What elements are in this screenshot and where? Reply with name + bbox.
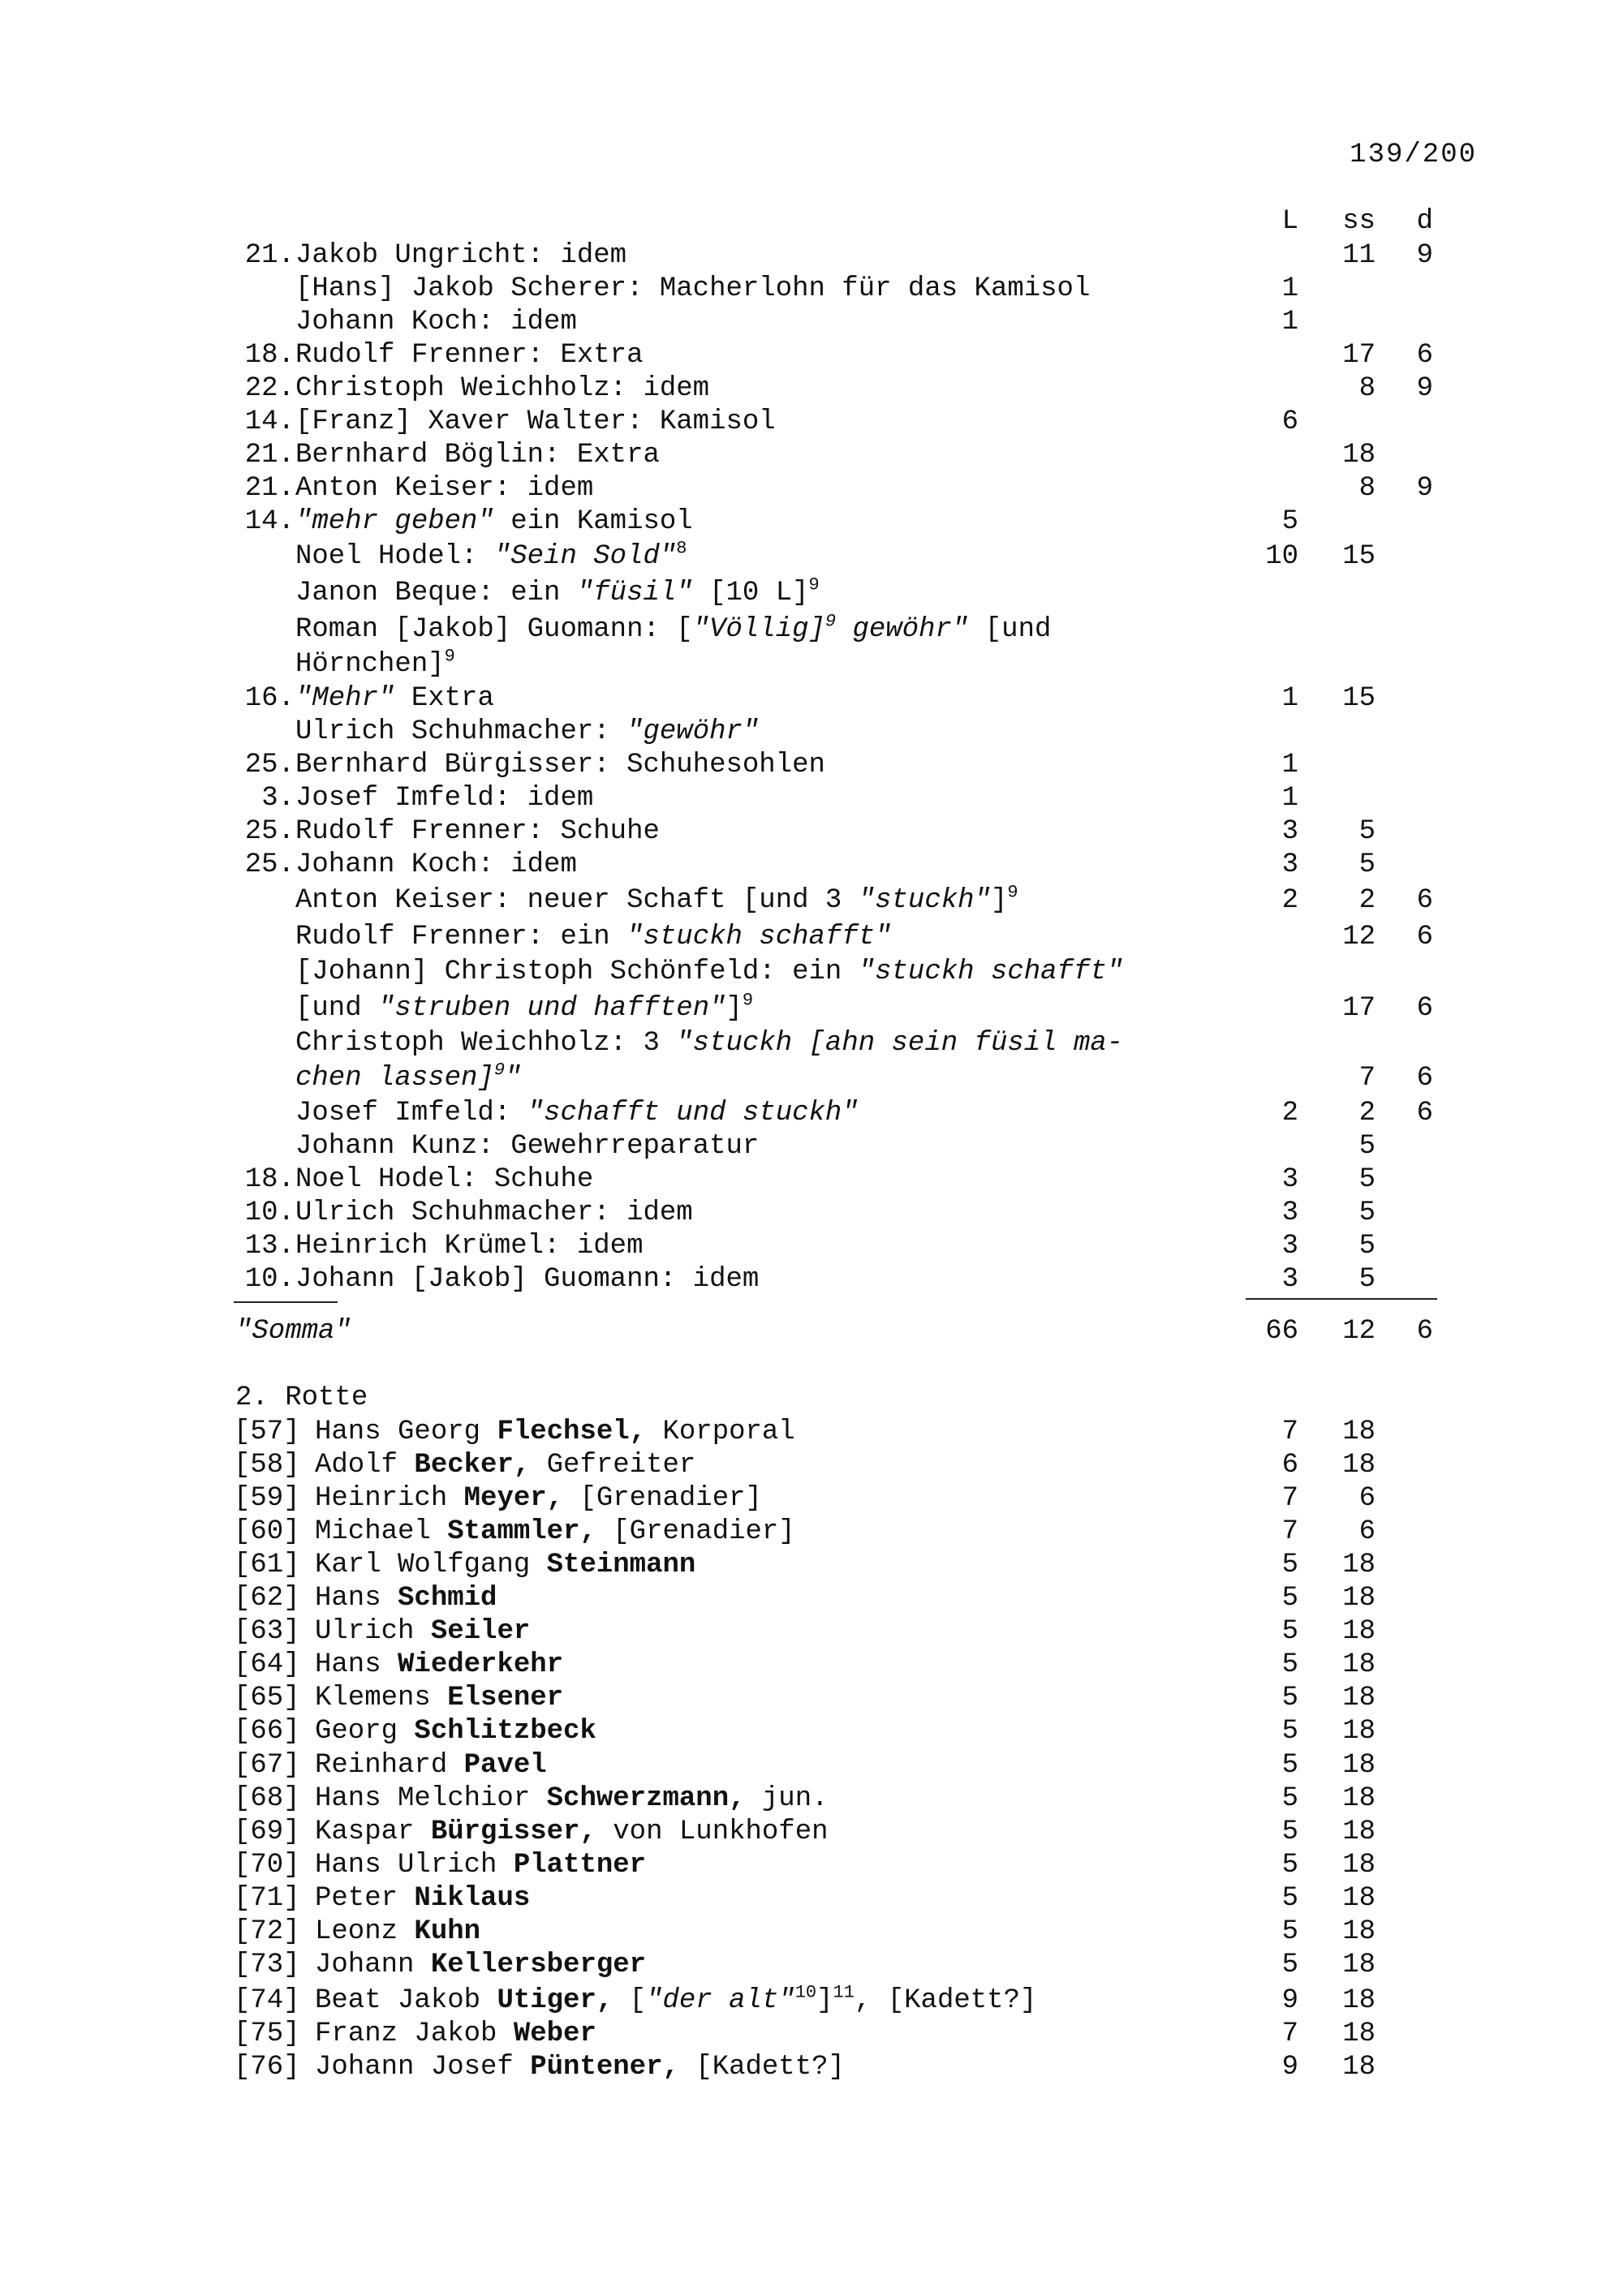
expense-entry-text: Roman [Jakob] Guomann: ["Völlig]$^9$ gewöhr" [und (295, 611, 1052, 645)
expense-row (0, 849, 1623, 882)
expense-row (0, 339, 1623, 372)
roster-entry-text: Klemens Elsener (315, 1683, 564, 1713)
expense-row (0, 273, 1623, 306)
roster-amount-ss: 18 (1342, 1817, 1375, 1847)
expense-entry-text: Josef Imfeld: idem (295, 783, 594, 814)
roster-entry-text: Reinhard Pavel (315, 1750, 547, 1781)
expense-entry-text: "Mehr" Extra (295, 683, 494, 714)
expense-day: 10. (244, 1197, 295, 1228)
expense-amount-L: 10 (1265, 541, 1298, 572)
roster-entry-text: Hans Wiederkehr (315, 1649, 564, 1680)
roster-day: [72] (234, 1916, 300, 1947)
roster-day: [67] (234, 1750, 300, 1781)
roster-amount-L: 6 (1281, 1450, 1298, 1481)
expense-row (0, 992, 1623, 1025)
expense-entry-text: Christoph Weichholz: idem (295, 373, 710, 404)
roster-amount-L: 5 (1281, 1883, 1298, 1914)
roster-day: [66] (234, 1716, 300, 1747)
expense-entry-text: "mehr geben" ein Kamisol (295, 506, 693, 537)
expense-entry-text: [Johann] Christoph Schönfeld: ein "stuckh schafft" (295, 957, 1124, 987)
page-number: 139/200 (1350, 140, 1477, 170)
roster-day: [76] (234, 2052, 300, 2083)
roster-entry-text: Hans Melchior Schwerzmann, jun. (315, 1783, 829, 1814)
roster-row (0, 1749, 1623, 1782)
roster-row (0, 1816, 1623, 1849)
expense-amount-L: 3 (1281, 1197, 1298, 1228)
expense-row (0, 1263, 1623, 1296)
roster-row (0, 1984, 1623, 2018)
expense-row (0, 1097, 1623, 1130)
roster-amount-L: 5 (1281, 1716, 1298, 1747)
expense-amount-ss: 8 (1358, 373, 1375, 404)
expense-row (0, 1027, 1623, 1060)
expense-amount-ss: 8 (1358, 473, 1375, 504)
expense-amount-ss: 5 (1358, 1264, 1375, 1295)
expense-entry-text: Jakob Ungricht: idem (295, 240, 627, 271)
roster-row (0, 1715, 1623, 1748)
expense-amount-L: 3 (1281, 1231, 1298, 1262)
expense-row (0, 306, 1623, 339)
expense-day: 16. (244, 683, 295, 714)
roster-amount-L: 5 (1281, 1783, 1298, 1814)
expense-amount-L: 3 (1281, 1164, 1298, 1195)
expense-day: 21. (244, 240, 295, 271)
expense-entry-text: Noel Hodel: "Sein Sold"$^8$ (295, 538, 687, 572)
roster-day: [57] (234, 1417, 300, 1447)
roster-amount-ss: 18 (1342, 1850, 1375, 1881)
expense-amount-ss: 12 (1342, 922, 1375, 952)
roster-day: [73] (234, 1950, 300, 1980)
expense-amount-d: 6 (1416, 922, 1433, 952)
expense-entry-text: [Franz] Xaver Walter: Kamisol (295, 406, 776, 437)
section-title: 2. Rotte (235, 1382, 368, 1413)
expense-row (0, 1163, 1623, 1197)
expense-amount-d: 6 (1416, 1063, 1433, 1094)
roster-entry-text: Michael Stammler, [Grenadier] (315, 1516, 795, 1547)
roster-entry-text: Hans Schmid (315, 1583, 497, 1614)
roster-amount-L: 9 (1281, 2052, 1298, 2083)
expense-entry-text: Hörnchen]$^9$ (295, 646, 455, 680)
expense-day: 25. (244, 750, 295, 780)
expense-amount-d: 9 (1416, 473, 1433, 504)
roster-amount-L: 5 (1281, 1649, 1298, 1680)
expense-row (0, 574, 1623, 610)
roster-entry-text: Johann Kellersberger (315, 1950, 647, 1980)
roster-amount-ss: 18 (1342, 1750, 1375, 1781)
roster-amount-L: 7 (1281, 1417, 1298, 1447)
expense-day: 25. (244, 816, 295, 847)
expense-amount-ss: 18 (1342, 440, 1375, 471)
expense-amount-ss: 5 (1358, 1197, 1375, 1228)
expense-entry-text: chen lassen]$^9$" (295, 1060, 522, 1094)
expense-entry-text: Noel Hodel: Schuhe (295, 1164, 594, 1195)
expense-amount-ss: 17 (1342, 340, 1375, 371)
roster-amount-ss: 18 (1342, 1916, 1375, 1947)
roster-row (0, 2051, 1623, 2084)
expense-amount-d: 6 (1416, 340, 1433, 371)
roster-entry-text: Hans Ulrich Plattner (315, 1850, 647, 1881)
expense-entry-text: Anton Keiser: neuer Schaft [und 3 "stuckh"]$^9$ (295, 882, 1018, 916)
sum-rule-right (1246, 1298, 1437, 1300)
expense-entry-text: Josef Imfeld: "schafft und stuckh" (295, 1098, 859, 1129)
column-header-ss: ss (1342, 206, 1375, 237)
roster-amount-L: 7 (1281, 1483, 1298, 1514)
expense-row (0, 613, 1623, 647)
roster-day: [75] (234, 2019, 300, 2049)
expense-amount-L: 6 (1281, 406, 1298, 437)
roster-row (0, 1449, 1623, 1482)
expense-amount-L: 3 (1281, 1264, 1298, 1295)
roster-entry-text: Leonz Kuhn (315, 1916, 481, 1947)
roster-entry-text: Ulrich Seiler (315, 1616, 531, 1647)
expense-row (0, 1230, 1623, 1263)
expense-entry-text: Rudolf Frenner: ein "stuckh schafft" (295, 922, 892, 952)
somma-L: 66 (1265, 1316, 1298, 1347)
roster-entry-text: Hans Georg Flechsel, Korporal (315, 1417, 795, 1447)
expense-row (0, 815, 1623, 849)
expense-entry-text: Bernhard Bürgisser: Schuhesohlen (295, 750, 825, 780)
roster-day: [69] (234, 1817, 300, 1847)
roster-entry-text: Karl Wolfgang Steinmann (315, 1550, 696, 1580)
expense-amount-ss: 11 (1342, 240, 1375, 271)
expense-amount-L: 3 (1281, 816, 1298, 847)
roster-amount-ss: 18 (1342, 1716, 1375, 1747)
expense-amount-d: 6 (1416, 1098, 1433, 1129)
expense-row (0, 782, 1623, 815)
roster-row (0, 1682, 1623, 1715)
roster-amount-L: 5 (1281, 1817, 1298, 1847)
roster-amount-ss: 18 (1342, 1683, 1375, 1713)
expense-entry-text: Janon Beque: ein "füsil" [10 L]$^9$ (295, 574, 820, 608)
expense-entry-text: Anton Keiser: idem (295, 473, 594, 504)
roster-row (0, 1482, 1623, 1516)
roster-row (0, 1949, 1623, 1982)
roster-amount-ss: 18 (1342, 2052, 1375, 2083)
expense-entry-text: Ulrich Schuhmacher: idem (295, 1197, 693, 1228)
expense-amount-ss: 5 (1358, 1231, 1375, 1262)
roster-amount-ss: 18 (1342, 1616, 1375, 1647)
roster-amount-ss: 18 (1342, 1985, 1375, 2016)
roster-amount-ss: 18 (1342, 1550, 1375, 1580)
expense-amount-L: 2 (1281, 1098, 1298, 1129)
roster-day: [71] (234, 1883, 300, 1914)
expense-row (0, 648, 1623, 681)
expense-amount-L: 1 (1281, 750, 1298, 780)
roster-entry-text: Franz Jakob Weber (315, 2019, 596, 2049)
roster-day: [65] (234, 1683, 300, 1713)
roster-amount-ss: 18 (1342, 1950, 1375, 1980)
roster-entry-text: Peter Niklaus (315, 1883, 531, 1914)
roster-amount-ss: 6 (1358, 1483, 1375, 1514)
roster-amount-L: 5 (1281, 1583, 1298, 1614)
expense-entry-text: Heinrich Krümel: idem (295, 1231, 644, 1262)
expense-row (0, 505, 1623, 539)
expense-amount-d: 6 (1416, 885, 1433, 916)
roster-amount-L: 5 (1281, 1850, 1298, 1881)
column-header-L: L (1281, 206, 1298, 237)
roster-amount-ss: 6 (1358, 1516, 1375, 1547)
expense-amount-L: 5 (1281, 506, 1298, 537)
roster-day: [63] (234, 1616, 300, 1647)
expense-entry-text: Christoph Weichholz: 3 "stuckh [ahn sein füsil ma- (295, 1028, 1124, 1059)
roster-amount-L: 5 (1281, 1950, 1298, 1980)
roster-row (0, 1782, 1623, 1816)
roster-row (0, 1615, 1623, 1649)
roster-row (0, 2018, 1623, 2051)
expense-row (0, 956, 1623, 989)
expense-amount-d: 6 (1416, 993, 1433, 1024)
roster-day: [61] (234, 1550, 300, 1580)
expense-day: 3. (261, 783, 295, 814)
expense-row (0, 406, 1623, 439)
expense-entry-text: Johann Koch: idem (295, 307, 577, 338)
roster-day: [64] (234, 1649, 300, 1680)
expense-amount-ss: 5 (1358, 849, 1375, 880)
roster-row (0, 1649, 1623, 1682)
expense-amount-L: 2 (1281, 885, 1298, 916)
roster-day: [58] (234, 1450, 300, 1481)
roster-day: [62] (234, 1583, 300, 1614)
roster-amount-L: 5 (1281, 1550, 1298, 1580)
expense-amount-ss: 5 (1358, 816, 1375, 847)
expense-row (0, 472, 1623, 505)
roster-amount-L: 5 (1281, 1916, 1298, 1947)
expense-amount-ss: 15 (1342, 683, 1375, 714)
column-header-d: d (1416, 206, 1433, 237)
roster-day: [60] (234, 1516, 300, 1547)
roster-amount-L: 5 (1281, 1683, 1298, 1713)
roster-day: [70] (234, 1850, 300, 1881)
roster-row (0, 1416, 1623, 1449)
expense-row (0, 1062, 1623, 1095)
expense-day: 18. (244, 1164, 295, 1195)
expense-row (0, 1130, 1623, 1163)
expense-day: 10. (244, 1264, 295, 1295)
expense-row (0, 921, 1623, 954)
roster-row (0, 1516, 1623, 1549)
expense-entry-text: Ulrich Schuhmacher: "gewöhr" (295, 716, 760, 747)
roster-amount-ss: 18 (1342, 1883, 1375, 1914)
sum-rule-left (234, 1301, 338, 1303)
roster-row (0, 1915, 1623, 1949)
expense-amount-ss: 15 (1342, 541, 1375, 572)
expense-amount-L: 1 (1281, 307, 1298, 338)
roster-row (0, 1582, 1623, 1615)
expense-amount-L: 3 (1281, 849, 1298, 880)
expense-day: 21. (244, 473, 295, 504)
expense-amount-ss: 5 (1358, 1131, 1375, 1162)
somma-d: 6 (1416, 1316, 1433, 1347)
expense-entry-text: Johann Koch: idem (295, 849, 577, 880)
roster-amount-ss: 18 (1342, 1783, 1375, 1814)
roster-entry-text: Georg Schlitzbeck (315, 1716, 596, 1747)
roster-amount-ss: 18 (1342, 1649, 1375, 1680)
expense-amount-ss: 17 (1342, 993, 1375, 1024)
expense-entry-text: Johann Kunz: Gewehrreparatur (295, 1131, 760, 1162)
roster-amount-ss: 18 (1342, 1417, 1375, 1447)
expense-day: 22. (244, 373, 295, 404)
expense-day: 21. (244, 440, 295, 471)
roster-amount-L: 7 (1281, 2019, 1298, 2049)
roster-amount-L: 5 (1281, 1616, 1298, 1647)
expense-day: 13. (244, 1231, 295, 1262)
expense-entry-text: [und "struben und hafften"]$^9$ (295, 990, 754, 1024)
roster-amount-ss: 18 (1342, 1450, 1375, 1481)
roster-day: [74] (234, 1985, 300, 2016)
expense-row (0, 1197, 1623, 1230)
expense-row (0, 884, 1623, 918)
expense-row (0, 239, 1623, 273)
expense-day: 18. (244, 340, 295, 371)
roster-day: [68] (234, 1783, 300, 1814)
expense-amount-d: 9 (1416, 373, 1433, 404)
roster-row (0, 1849, 1623, 1882)
roster-row (0, 1882, 1623, 1915)
somma-row (0, 1315, 1623, 1348)
roster-amount-ss: 18 (1342, 1583, 1375, 1614)
expense-amount-ss: 2 (1358, 885, 1375, 916)
roster-row (0, 1549, 1623, 1582)
expense-row (0, 716, 1623, 749)
expense-entry-text: Johann [Jakob] Guomann: idem (295, 1264, 760, 1295)
expense-amount-ss: 7 (1358, 1063, 1375, 1094)
roster-amount-L: 9 (1281, 1985, 1298, 2016)
expense-amount-L: 1 (1281, 783, 1298, 814)
expense-day: 25. (244, 849, 295, 880)
expense-day: 14. (244, 506, 295, 537)
roster-amount-L: 7 (1281, 1516, 1298, 1547)
expense-amount-L: 1 (1281, 683, 1298, 714)
expense-entry-text: [Hans] Jakob Scherer: Macherlohn für das Kamisol (295, 273, 1091, 304)
somma-label: "Somma" (235, 1316, 351, 1347)
roster-amount-L: 5 (1281, 1750, 1298, 1781)
expense-day: 14. (244, 406, 295, 437)
roster-entry-text: Johann Josef Püntener, [Kadett?] (315, 2052, 845, 2083)
expense-row (0, 540, 1623, 574)
expense-row (0, 439, 1623, 472)
expense-row (0, 682, 1623, 716)
expense-entry-text: Rudolf Frenner: Schuhe (295, 816, 660, 847)
roster-entry-text: Kaspar Bürgisser, von Lunkhofen (315, 1817, 829, 1847)
expense-row (0, 749, 1623, 782)
roster-amount-ss: 18 (1342, 2019, 1375, 2049)
expense-entry-text: Rudolf Frenner: Extra (295, 340, 644, 371)
roster-entry-text: Beat Jakob Utiger, ["der alt"$^{10}$]$^{11}$, [Kadett?] (315, 1982, 1037, 2016)
expense-amount-d: 9 (1416, 240, 1433, 271)
roster-entry-text: Adolf Becker, Gefreiter (315, 1450, 696, 1481)
expense-row (0, 372, 1623, 406)
expense-amount-L: 1 (1281, 273, 1298, 304)
expense-amount-ss: 2 (1358, 1098, 1375, 1129)
somma-ss: 12 (1342, 1316, 1375, 1347)
expense-entry-text: Bernhard Böglin: Extra (295, 440, 660, 471)
roster-entry-text: Heinrich Meyer, [Grenadier] (315, 1483, 762, 1514)
expense-amount-ss: 5 (1358, 1164, 1375, 1195)
roster-day: [59] (234, 1483, 300, 1514)
